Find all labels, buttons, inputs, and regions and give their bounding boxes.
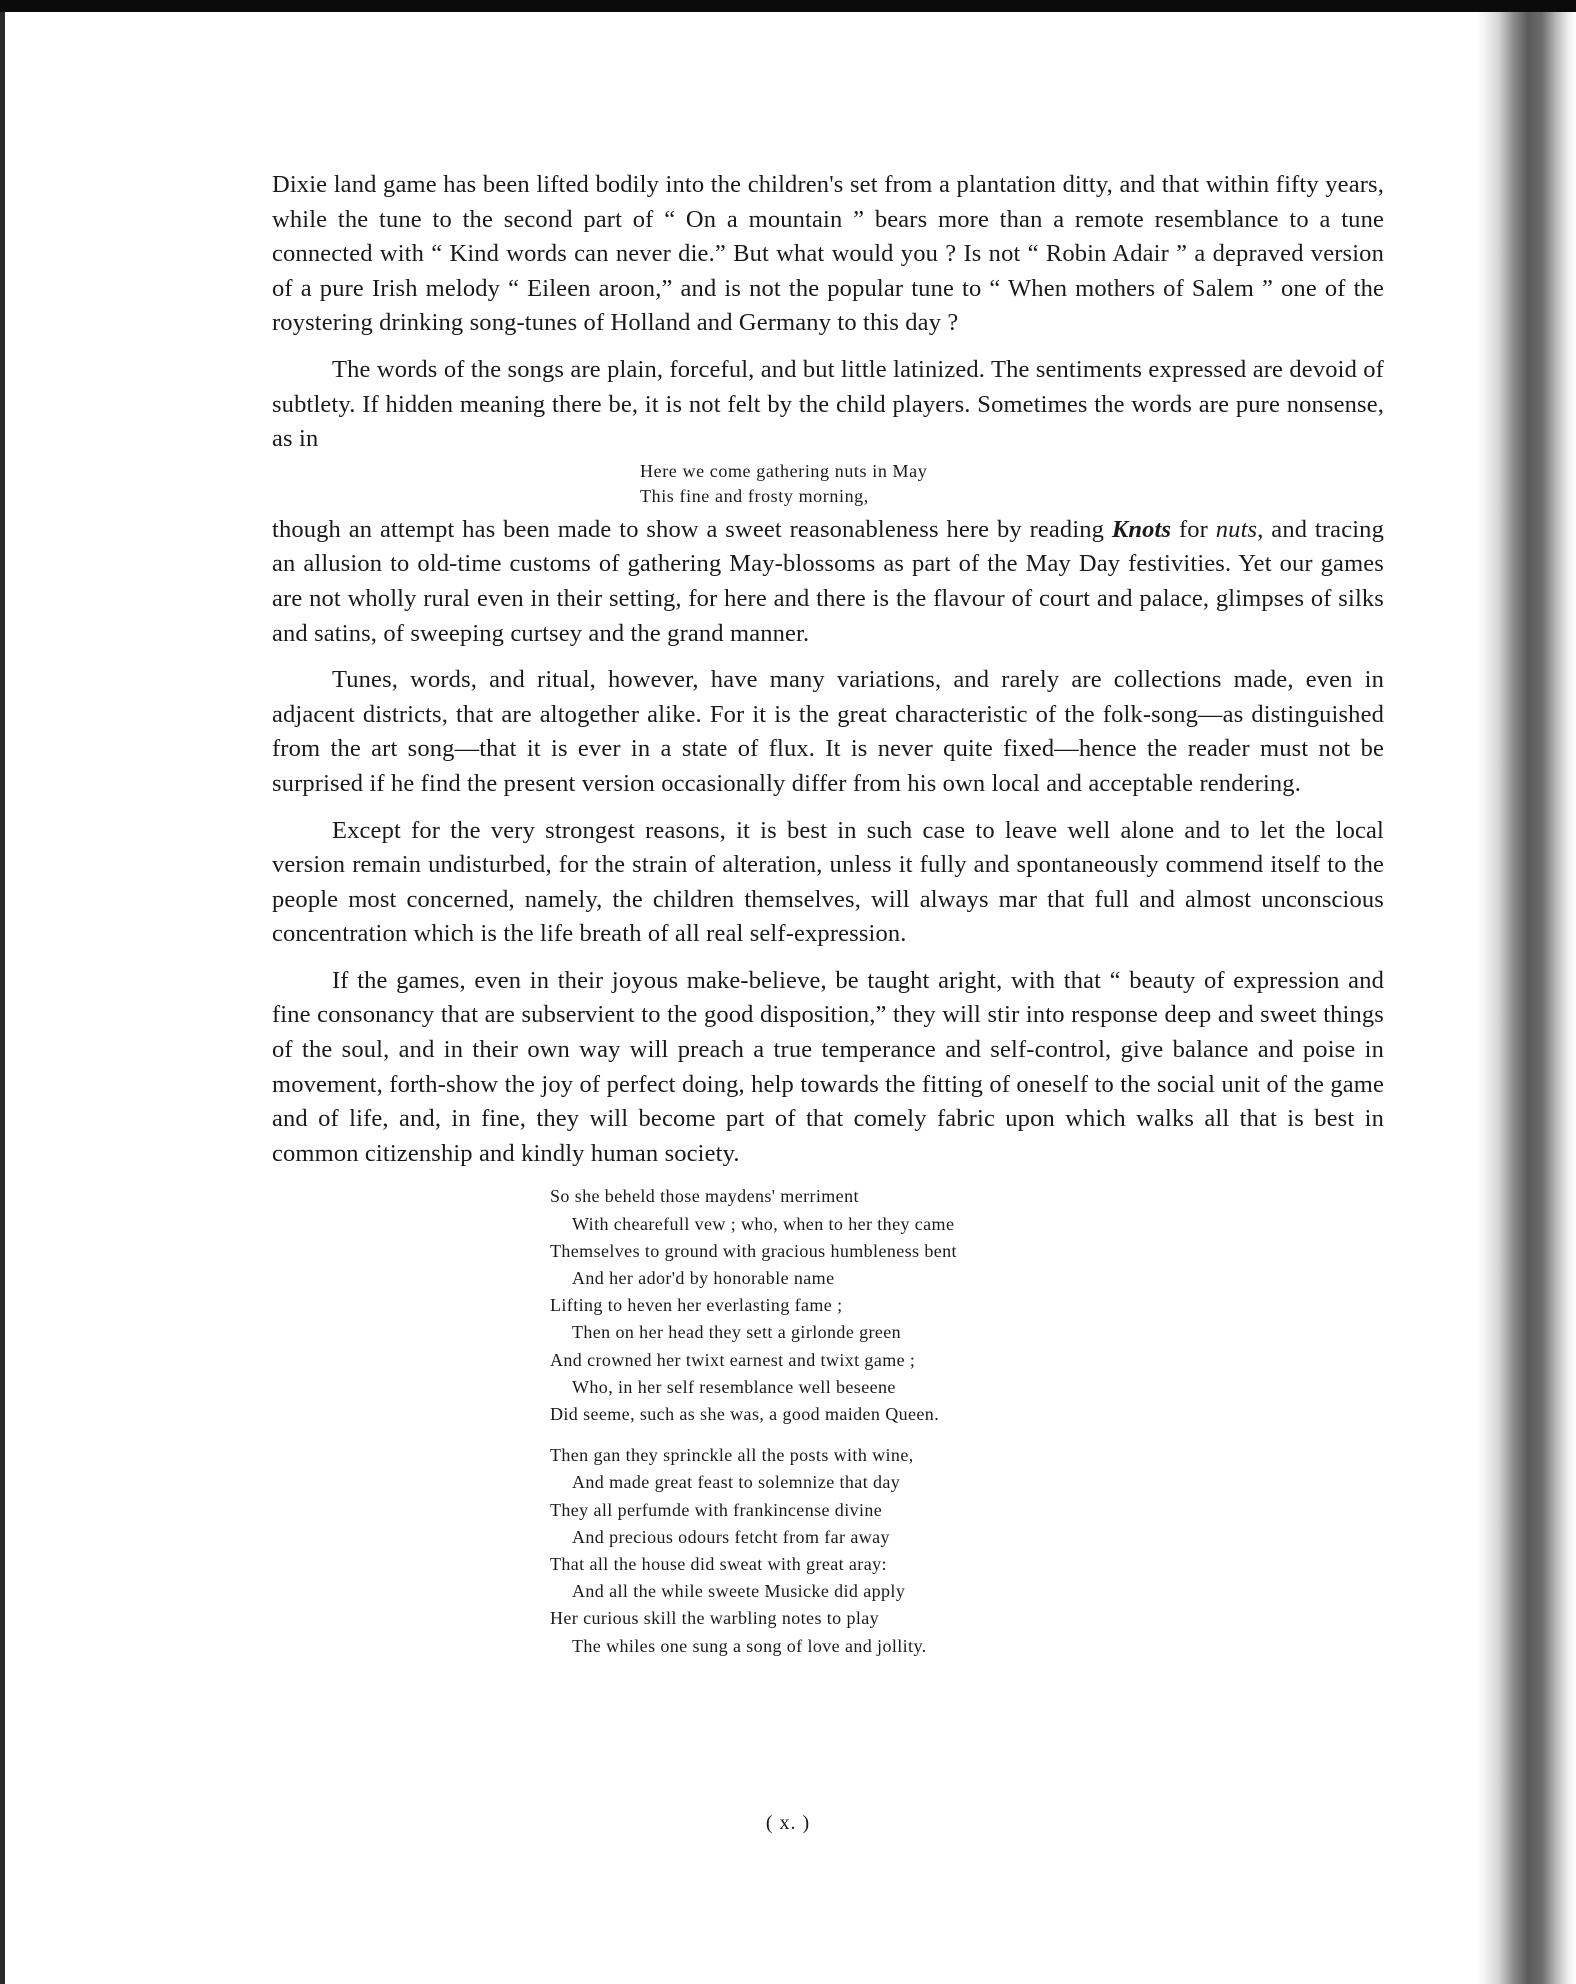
quote-line: This fine and frosty morning, (640, 485, 869, 506)
verse-line: Who, in her self resemblance well beseene (572, 1376, 896, 1397)
scan-top-border (0, 0, 1576, 12)
verse-line: And all the while sweete Musicke did apply (572, 1581, 906, 1602)
inline-quotation (640, 459, 1384, 509)
verse-line: That all the house did sweat with great aray: (550, 1554, 887, 1575)
book-spine-shadow (1476, 12, 1576, 1984)
page-body (272, 168, 1384, 1674)
verse-line: With chearefull vew ; who, when to her they came (572, 1213, 955, 1234)
verse-line: Her curious skill the warbling notes to play (550, 1608, 880, 1629)
paragraph-reasonableness (272, 513, 1384, 651)
emphasis-nuts: nuts (1215, 515, 1258, 543)
verse-quotation (550, 1183, 1384, 1659)
emphasis-knots: Knots (1111, 515, 1172, 543)
text-run: for (1171, 515, 1216, 543)
paragraph-games-taught: If the games, even in their joyous make-believe, be taught aright, with that “ beauty of expression and fine consonancy that are subservient to the good disposition,” they will stir into response deep and sweet things of the soul, and in their own way will preach a true temperance and self-control, give balance and poise in movement, forth-show the joy of perfect doing, help towards the fitting of oneself to the social unit of the game and of life, and, in fine, they will become part of that comely fabric upon which walks all that is best in common citizenship and kindly human society. (272, 966, 1384, 1167)
verse-line: And crowned her twixt earnest and twixt game ; (550, 1349, 916, 1370)
text-run: though an attempt has been made to show a sweet reasonableness here by reading (272, 515, 1112, 543)
verse-line: Did seeme, such as she was, a good maiden Queen. (550, 1404, 940, 1425)
verse-line: Then gan they sprinckle all the posts with wine, (550, 1445, 914, 1466)
verse-line: And made great feast to solemnize that day (572, 1472, 901, 1493)
text-run: , and tracing an allusion to old-time customs of gathering May-blossoms as part of the May Day festivities. Yet our games are not wholly rural even in their setting, for here and there is the flavour of court and palace, glimpses of silks and satins, of sweeping curtsey and the grand manner. (272, 515, 1384, 647)
verse-line: Themselves to ground with gracious humbleness bent (550, 1240, 957, 1261)
quote-line: Here we come gathering nuts in May (640, 460, 928, 481)
verse-line: Lifting to heven her everlasting fame ; (550, 1295, 843, 1316)
verse-line: And her ador'd by honorable name (572, 1268, 835, 1289)
verse-line: So she beheld those maydens' merriment (550, 1186, 859, 1207)
paragraph-local-version: Except for the very strongest reasons, it is best in such case to leave well alone and to let the local version remain undisturbed, for the strain of alteration, unless it fully and spontaneously commend itself to the people most concerned, namely, the children themselves, will always mar that full and almost unconscious concentration which is the life breath of all real self-expression. (272, 816, 1384, 948)
paragraph-variations: Tunes, words, and ritual, however, have many variations, and rarely are collections made, even in adjacent districts, that are altogether alike. For it is the great characteristic of the folk-song—as distinguished from the art song—that it is ever in a state of flux. It is never quite fixed—hence the reader must not be surprised if he find the present version occasionally differ from his own local and acceptable rendering. (272, 666, 1384, 797)
stanza-1 (550, 1183, 1384, 1428)
paragraph-dixie-land: Dixie land game has been lifted bodily into the children's set from a plantation ditty, and that within fifty years, while the tune to the second part of “ On a mountain ” bears more than a remote resemblance to a tune connected with “ Kind words can never die.” But what would you ? Is not “ Robin Adair ” a depraved version of a pure Irish melody “ Eileen aroon,” and is not the popular tune to “ When mothers of Salem ” one of the roystering drinking song-tunes of Holland and Germany to this day ? (272, 171, 1384, 337)
scan-left-border (0, 12, 5, 1984)
verse-line: Then on her head they sett a girlonde green (572, 1322, 902, 1343)
verse-line: And precious odours fetcht from far away (572, 1526, 890, 1547)
page-number: ( x. ) (765, 1812, 811, 1834)
paragraph-words-of-songs: The words of the songs are plain, forceful, and but little latinized. The sentiments expressed are devoid of subtlety. If hidden meaning there be, it is not felt by the child players. Sometimes the words are pure nonsense, as in (272, 355, 1384, 453)
stanza-2 (550, 1442, 1384, 1660)
verse-line: The whiles one sung a song of love and jollity. (572, 1635, 927, 1656)
verse-line: They all perfumde with frankincense divine (550, 1499, 883, 1520)
